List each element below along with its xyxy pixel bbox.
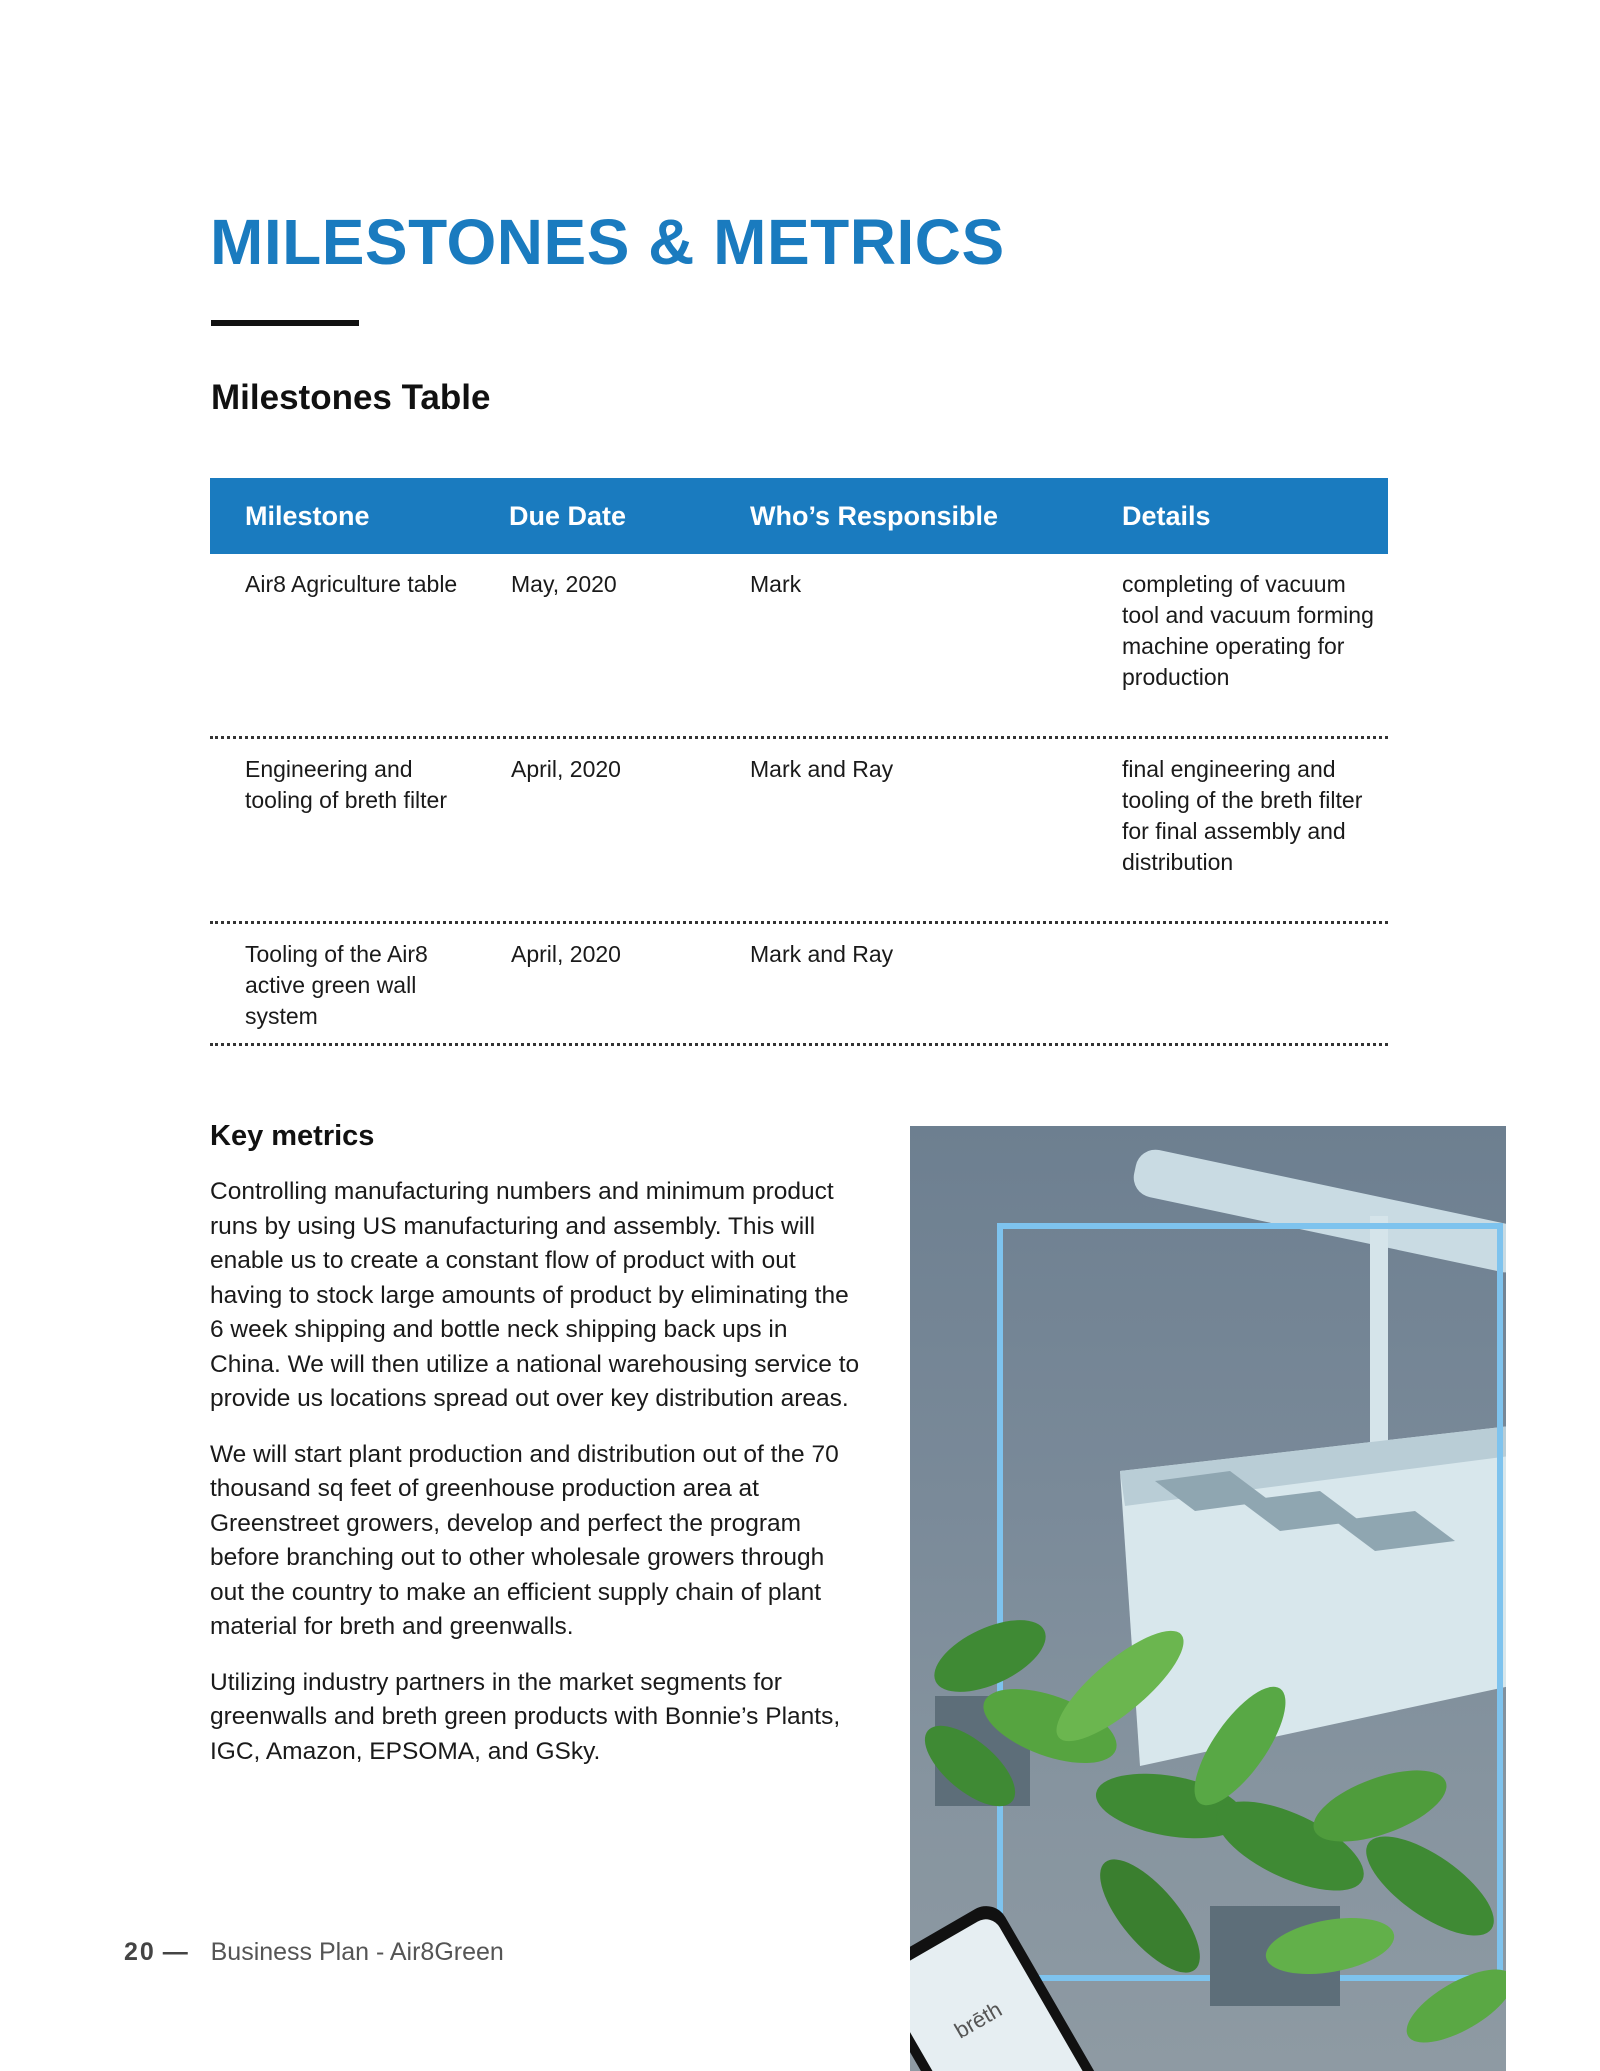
phone <box>910 1898 1114 2071</box>
metrics-paragraph: Utilizing industry partners in the market segments for greenwalls and breth green products with Bonnie’s Plants, IGC, Amazon, EPSOMA, and GSky. <box>210 1668 841 1765</box>
header-details: Details <box>1122 500 1211 531</box>
cell-responsible: Mark and Ray <box>750 756 894 782</box>
page-title: MILESTONES & METRICS <box>210 206 1005 278</box>
milestones-table <box>210 478 1388 1046</box>
footer-doc-title: Business Plan - Air8Green <box>210 1938 504 1966</box>
header-due-date: Due Date <box>509 500 627 531</box>
title-underline <box>211 320 359 326</box>
table-row <box>210 554 1388 739</box>
product-illustration <box>910 1126 1506 2071</box>
cell-responsible: Mark <box>750 571 802 597</box>
metrics-paragraph: We will start plant production and distribution out of the 70 thousand sq feet of greenhouse production area at Greenstreet growers, develop and perfect the program before branching out to other wholesale growers through out the country to make an efficient supply chain of plant material for breth and greenwalls. <box>210 1440 839 1640</box>
cell-milestone: Air8 Agriculture table <box>245 571 458 597</box>
product-photo <box>910 1126 1506 2071</box>
cell-due-date: May, 2020 <box>511 571 617 597</box>
table-row <box>210 924 1388 1046</box>
lamp-arm <box>1130 1146 1506 1276</box>
phone-logo-text: brēth <box>950 1996 1007 2044</box>
table-row <box>210 739 1388 924</box>
key-metrics-heading: Key metrics <box>210 1120 375 1152</box>
cell-details: completing of vacuum tool and vacuum forming machine operating for production <box>1122 571 1374 690</box>
lamp-pole <box>1370 1216 1388 1466</box>
cell-due-date: April, 2020 <box>511 941 621 967</box>
cell-details <box>1097 939 1388 1032</box>
header-milestone: Milestone <box>245 500 370 531</box>
cell-responsible: Mark and Ray <box>750 941 894 967</box>
page-number: 20 <box>124 1938 156 1966</box>
cell-milestone: Tooling of the Air8 active green wall system <box>245 941 428 1029</box>
cell-due-date: April, 2020 <box>511 756 621 782</box>
metrics-paragraph: Controlling manufacturing numbers and minimum product runs by using US manufacturing and assembly. This will enable us to create a constant flow of product with out having to stock large amounts of product by eliminating the 6 week shipping and bottle neck shipping back ups in China. We will then utilize a national warehousing service to provide us locations spread out over key distribution areas. <box>210 1178 860 1412</box>
header-responsible: Who’s Responsible <box>750 500 999 531</box>
section-subtitle: Milestones Table <box>211 378 491 417</box>
page-footer <box>124 1938 504 1967</box>
key-metrics-section <box>210 1120 860 1790</box>
cell-details: final engineering and tooling of the breth filter for final assembly and distribution <box>1122 756 1363 875</box>
table-header <box>210 478 1388 554</box>
footer-dash: — <box>162 1938 190 1966</box>
cell-milestone: Engineering and tooling of breth filter <box>245 756 448 813</box>
